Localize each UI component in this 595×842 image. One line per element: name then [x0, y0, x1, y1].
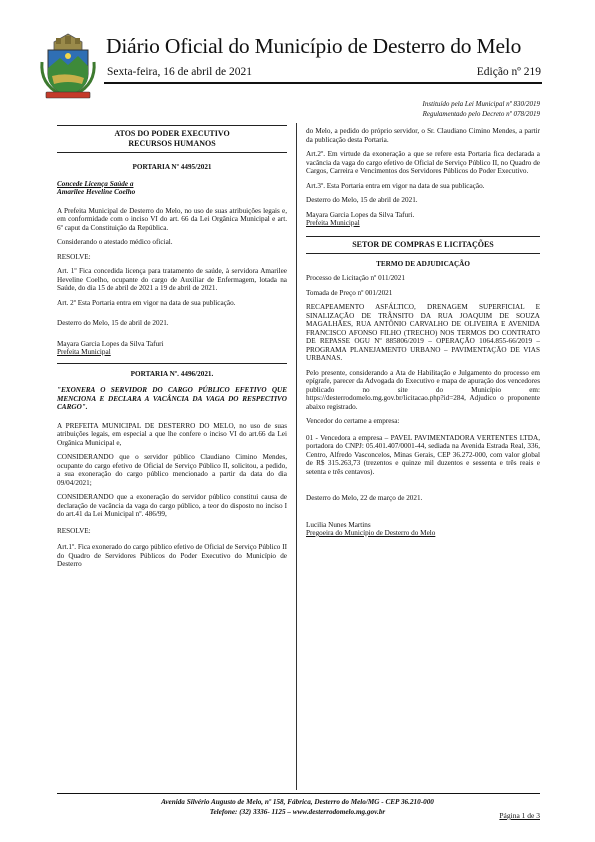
- adjudication-text: Pelo presente, considerando a Ata de Habilitação e Julgamento do processo em epígrafe, parecer da Advogada do Executivo e mapa de apuração dos vencedores publicado no site do Município em: https://desterrodomelo.mg.gov.br/licitacao.php?id=284, Adjudico o proponente abaixo registrado.: [306, 368, 540, 411]
- footer-contact: Telefone: (32) 3336- 1125 – www.desterrodomelo.mg.gov.br: [209, 808, 386, 816]
- header-divider: [104, 82, 542, 84]
- edition-number: Edição nº 219: [476, 66, 541, 78]
- portaria-4495-art2: Art. 2º Esta Portaria entra em vigor na data de sua publicação.: [57, 298, 236, 307]
- tomada-number: Tomada de Preço nº 001/2021: [306, 288, 393, 297]
- right-column: [306, 127, 540, 544]
- municipal-crest-icon: [38, 32, 98, 102]
- portaria-4495-resolve: RESOLVE:: [57, 252, 91, 261]
- portaria-4496-art1: Art.1º. Fica exonerado do cargo público efetivo de Oficial de Serviço Público II do Quadro de Servidores Públicos do Poder Executivo do Município de Desterro: [57, 543, 287, 568]
- termo-signature: Lucilia Nunes Martins Pregoeira do Município de Desterro do Melo: [306, 520, 436, 537]
- portaria-4496-preamble: A PREFEITA MUNICIPAL DE DESTERRO DO MELO, no uso de suas atribuições legais, em especial a que lhe confere o inciso VI do art.66 da Lei Orgânica Municipal e,: [57, 421, 287, 447]
- footer-divider: [57, 793, 540, 794]
- winner-label: Vencedor do certame a empresa:: [306, 417, 400, 425]
- issue-date: Sexta-feira, 16 de abril de 2021: [107, 66, 252, 78]
- gazette-title: Diário Oficial do Município de Desterro do Melo: [106, 34, 522, 58]
- portaria-4496-art1-continued: do Melo, a pedido do próprio servidor, o Sr. Claudiano Cimino Mendes, a partir da publicação desta Portaria.: [306, 127, 540, 144]
- portaria-4496-place-date: Desterro do Melo, 15 de abril de 2021.: [306, 196, 418, 204]
- portaria-4495-art1: Art. 1º Fica concedida licença para tratamento de saúde, à servidora Amarilee Heveline Coelho, ocupante do cargo de Auxiliar de Enfermagem, lotada na Saúde, do dia 15 de abril de 2021 a 19 de abril de 2021.: [57, 267, 287, 292]
- portaria-4496-title: PORTARIA Nº. 4496/2021.: [57, 363, 287, 379]
- page-number: Página 1 de 3: [499, 811, 540, 820]
- processo-number: Processo de Licitação nº 011/2021: [306, 274, 405, 282]
- portaria-4495-subject: Concede Licença Saúde a Amarilee Heveline Coelho: [57, 179, 136, 196]
- termo-adjudicacao-title: TERMO DE ADJUDICAÇÃO: [376, 259, 470, 268]
- winner-details: 01 - Vencedora a empresa – PAVEL PAVIMENTADORA VERTENTES LTDA, portadora do CNPJ: 05.401.407/0001-44, sediada na Avenida Estrada Real, 336, Centro, Alfredo Vasconcelos, Minas Gerais, CEP 36.272-000, com valor global de R$ 315.263,73 (trezentos e quinze mil duzentos e sessenta e três reais e setenta e três centavos).: [306, 433, 540, 476]
- portaria-4496-art2: Art.2º. Em virtude da exoneração a que se refere esta Portaria fica declarada a vacância da vaga do cargo efetivo de Oficial de Serviço Público II, no Quadro de Cargos, Carreira e Vencimentos dos Servidores Públicos do Poder Executivo.: [306, 150, 540, 175]
- portaria-4495-considering: Considerando o atestado médico oficial.: [57, 238, 173, 246]
- licitacao-object: RECAPEAMENTO ASFÁLTICO, DRENAGEM SUPERFICIAL E SINALIZAÇÃO DE TRÂNSITO DA RUA JOAQUIM DE SOUZA MAGALHÃES, RUA ANTÔNIO CARVALHO DE OLIVEIRA E AVENIDA FRANCISCO AFONSO FILHO (TRECHO) NOS TERMOS DO CONTRATO DE REPASSE OGU Nº 885806/2019 – OPERAÇÃO 1064.855-66/2019 – PROGRAMA PLANEJAMENTO URBANO – PAVIMENTAÇÃO DE VIAS URBANAS.: [306, 303, 540, 362]
- section-header-procurement: SETOR DE COMPRAS E LICITAÇÕES: [306, 236, 540, 254]
- column-divider: [296, 123, 297, 790]
- portaria-4495-place-date: Desterro do Melo, 15 de abril de 2021.: [57, 319, 169, 327]
- portaria-4496-subject: "EXONERA O SERVIDOR DO CARGO PÚBLICO EFETIVO QUE MENCIONA E DECLARA A VACÂNCIA DA VAGA DO RESPECTIVO CARGO".: [57, 386, 287, 411]
- portaria-4496-resolve: RESOLVE:: [57, 526, 91, 535]
- left-column: [57, 125, 287, 575]
- portaria-4496-art3: Art.3º. Esta Portaria entra em vigor na data de sua publicação.: [306, 181, 485, 190]
- portaria-4496-considering-2: CONSIDERANDO que a exoneração do servidor público constitui causa de declaração de vacância da vaga do cargo público, a teor do disposto no inciso I do art.41 da Lei Municipal nº. 486/99,: [57, 493, 287, 518]
- portaria-4495-preamble: A Prefeita Municipal de Desterro do Melo, no uso de suas atribuições legais e, em conformidade com o inciso VI do art. 66 da Lei Orgânica Municipal e art. 6º caput da Constituição da República.: [57, 206, 287, 232]
- section-header-executive: ATOS DO PODER EXECUTIVO RECURSOS HUMANOS: [57, 125, 287, 153]
- institution-note: Instituído pela Lei Municipal nº 830/2019 Regulamentado pelo Decreto nº 078/2019: [422, 100, 540, 118]
- portaria-4496-signature: Mayara Garcia Lopes da Silva Tafuri. Prefeita Municipal: [306, 210, 415, 227]
- portaria-4495-title: PORTARIA Nº 4495/2021: [132, 163, 212, 171]
- footer-address: Avenida Silvério Augusto de Melo, nº 158, Fábrica, Desterro do Melo/MG - CEP 36.210-000: [161, 798, 434, 806]
- portaria-4495-signature: Mayara Garcia Lopes da Silva Tafuri Prefeita Municipal: [57, 339, 164, 356]
- termo-place-date: Desterro do Melo, 22 de março de 2021.: [306, 494, 423, 502]
- portaria-4496-considering-1: CONSIDERANDO que o servidor público Claudiano Cimino Mendes, ocupante do cargo efetivo de Oficial de Serviço Público II, solicitou, a pedido, a sua exoneração do cargo público mencionado a partir da data do dia 09/04/2021;: [57, 453, 287, 487]
